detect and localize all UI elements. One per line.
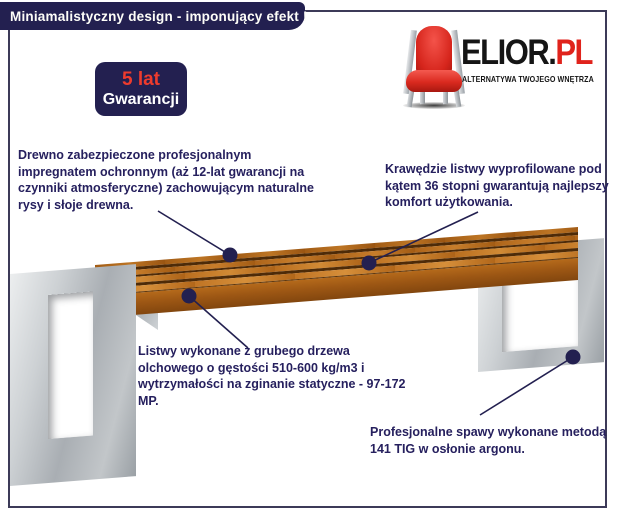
brand-tld: PL [555, 32, 592, 73]
bench-left-leg [10, 264, 136, 486]
chair-icon [403, 20, 465, 106]
callout-welds: Profesjonalne spawy wykonane metodą 141 TIG w osłonie argonu. [370, 425, 607, 456]
callout-wood-impregnation: Drewno zabezpieczone profesjonalnym impregnatem ochronnym (aż 12-lat gwarancji na czynniki atmosferyczne) zachowującym naturalne rysy i słoje drewna. [18, 148, 314, 212]
callout-slat-material: Listwy wykonane z grubego drzewa olchowego o gęstości 510-600 kg/m3 i wytrzymałości na zginanie statyczne - 97-172 MP. [138, 344, 406, 408]
warranty-label: Gwarancji [102, 90, 180, 108]
callout-line-impregnation [158, 211, 230, 255]
brand-name: ELIOR.PL [461, 32, 592, 73]
header-banner [0, 2, 308, 30]
brand-tagline: ALTERNATYWA TWOJEGO WNĘTRZA [462, 74, 594, 84]
callout-slat-edges: Krawędzie listwy wyprofilowane pod kątem 36 stopni gwarantują najlepszy komfort użytkowania. [385, 162, 609, 209]
warranty-years: 5 lat [121, 68, 161, 90]
brand-logo [395, 16, 595, 106]
header-banner-text: Miniamalistyczny design - imponujący efekt ! [10, 8, 308, 24]
warranty-badge [95, 62, 187, 116]
